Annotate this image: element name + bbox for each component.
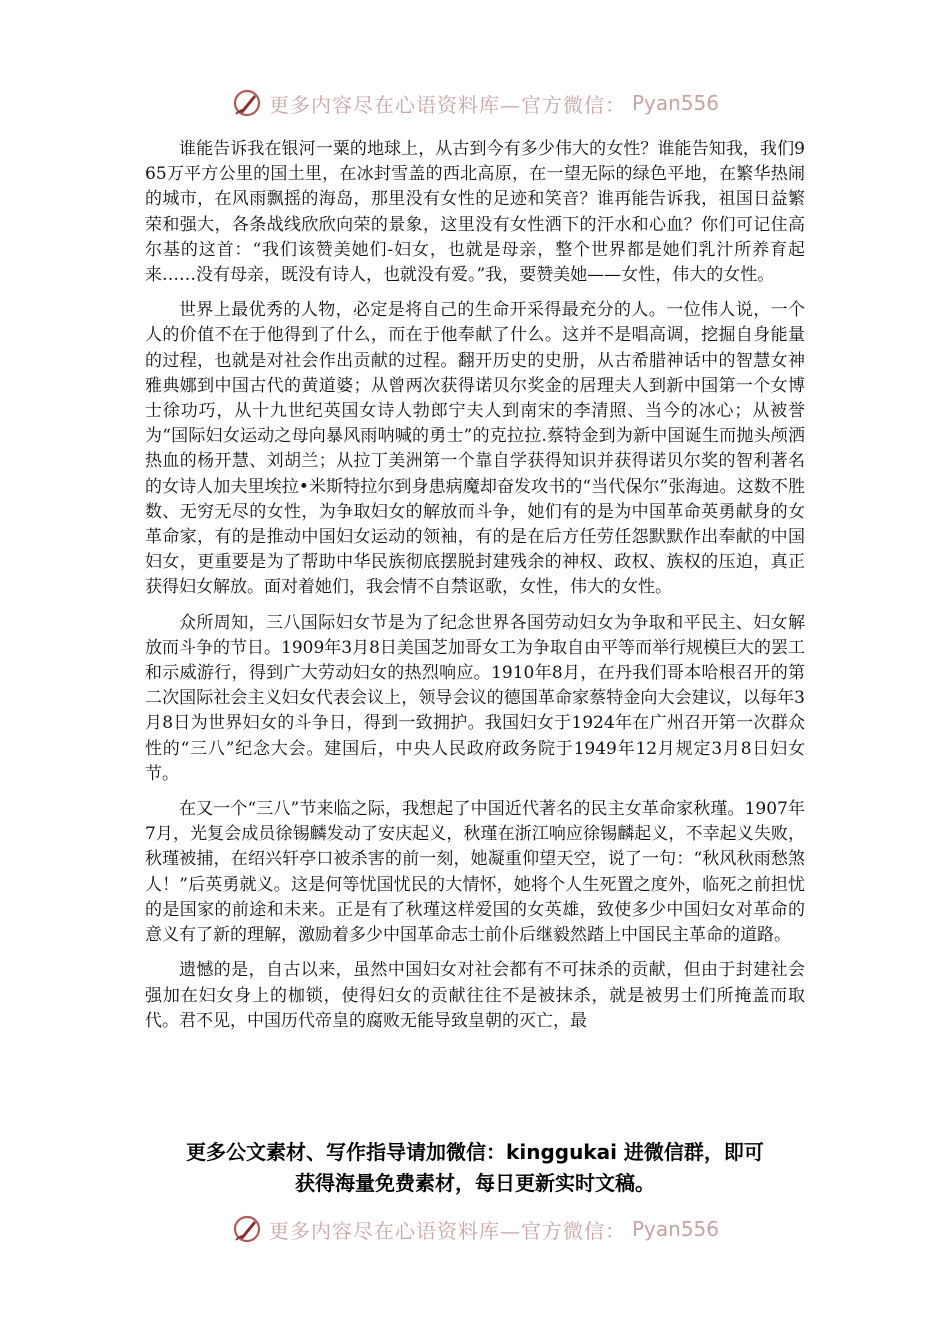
quill-logo-icon <box>231 1213 263 1245</box>
paragraph: 世界上最优秀的人物，必定是将自己的生命开采得最充分的人。一位伟人说，一个人的价值不在于他得到了什么，而在于他奉献了什么。这并不是唱高调，挖掘自身能量的过程，也就是对社会作出贡献的过程。翻开历史的史册，从古希腊神话中的智慧女神雅典娜到中国古代的黄道婆；从曾两次获得诺贝尔奖金的居理夫人到新中国第一个女博士徐功巧，从十九世纪英国女诗人勃郎宁夫人到南宋的李清照、当今的冰心；从被誉为“国际妇女运动之母向暴风雨呐喊的勇士”的克拉拉.蔡特金到为新中国诞生而抛头颅洒热血的杨开慧、刘胡兰；从拉丁美洲第一个靠自学获得知识并获得诺贝尔奖的智利著名的女诗人加夫里埃拉•米斯特拉尔到身患病魔却奋发攻书的“当代保尔”张海迪。这数不胜数、无穷无尽的女性，为争取妇女的解放而斗争，她们有的是为中国革命英勇献身的女革命家，有的是推动中国妇女运动的领袖，有的是在后方任劳任怨默默作出奉献的中国妇女，更重要是为了帮助中华民族彻底摆脱封建残余的神权、政权、族权的压迫，真正获得妇女解放。面对着她们，我会情不自禁讴歌，女性，伟大的女性。 <box>145 300 805 598</box>
promo-note <box>125 1137 825 1199</box>
quill-logo-icon <box>231 87 263 119</box>
promo-line-2: 获得海量免费素材，每日更新实时文稿。 <box>295 1171 655 1195</box>
paragraph: 谁能告诉我在银河一粟的地球上，从古到今有多少伟大的女性？谁能告知我，我们965万平方公里的国土里，在冰封雪盖的西北高原，在一望无际的绿色平地，在繁华热闹的城市，在风雨飘摇的海岛，那里没有女性的足迹和笑音？谁再能告诉我，祖国日益繁荣和强大，各条战线欣欣向荣的景象，这里没有女性洒下的汗水和心血？你们可记住高尔基的这首：“我们该赞美她们-妇女，也就是母亲，整个世界都是她们乳汁所养育起来……没有母亲，既没有诗人，也就没有爱。”我，要赞美她——女性，伟大的女性。 <box>145 139 805 286</box>
header-watermark <box>0 86 950 120</box>
footer-watermark <box>0 1212 950 1246</box>
document-body <box>145 137 805 1044</box>
watermark-text: 更多内容尽在心语资料库—官方微信： <box>268 92 626 117</box>
watermark-handle: Pyan556 <box>631 91 719 115</box>
paragraph: 遗憾的是，自古以来，虽然中国妇女对社会都有不可抹杀的贡献，但由于封建社会强加在妇女身上的枷锁，使得妇女的贡献往往不是被抹杀，就是被男士们所掩盖而取代。君不见，中国历代帝皇的腐败无能导致皇朝的灭亡，最 <box>145 960 805 1031</box>
promo-line-1: 更多公文素材、写作指导请加微信：kinggukai 进微信群，即可 <box>186 1140 764 1164</box>
paragraph: 在又一个“三八”节来临之际，我想起了中国近代著名的民主女革命家秋瑾。1907年7月，光复会成员徐锡麟发动了安庆起义，秋瑾在浙江响应徐锡麟起义，不幸起义失败，秋瑾被捕，在绍兴轩亭口被杀害的前一刻，她凝重仰望天空，说了一句：“秋风秋雨愁煞人！”后英勇就义。这是何等忧国忧民的大情怀，她将个人生死置之度外，临死之前担忧的是国家的前途和未来。正是有了秋瑾这样爱国的女英雄，致使多少中国妇女对革命的意义有了新的理解，激励着多少中国革命志士前仆后继毅然踏上中国民主革命的道路。 <box>145 799 805 946</box>
watermark-handle: Pyan556 <box>631 1217 719 1241</box>
watermark-text: 更多内容尽在心语资料库—官方微信： <box>268 1218 626 1243</box>
paragraph: 众所周知，三八国际妇女节是为了纪念世界各国劳动妇女为争取和平民主、妇女解放而斗争的节日。1909年3月8日美国芝加哥女工为争取自由平等而举行规模巨大的罢工和示威游行，得到广大劳动妇女的热烈响应。1910年8月，在丹我们哥本哈根召开的第二次国际社会主义妇女代表会议上，领导会议的德国革命家蔡特金向大会建议，以每年3月8日为世界妇女的斗争日，得到一致拥护。我国妇女于1924年在广州召开第一次群众性的“三八”纪念大会。建国后，中央人民政府政务院于1949年12月规定3月8日妇女节。 <box>145 612 805 784</box>
